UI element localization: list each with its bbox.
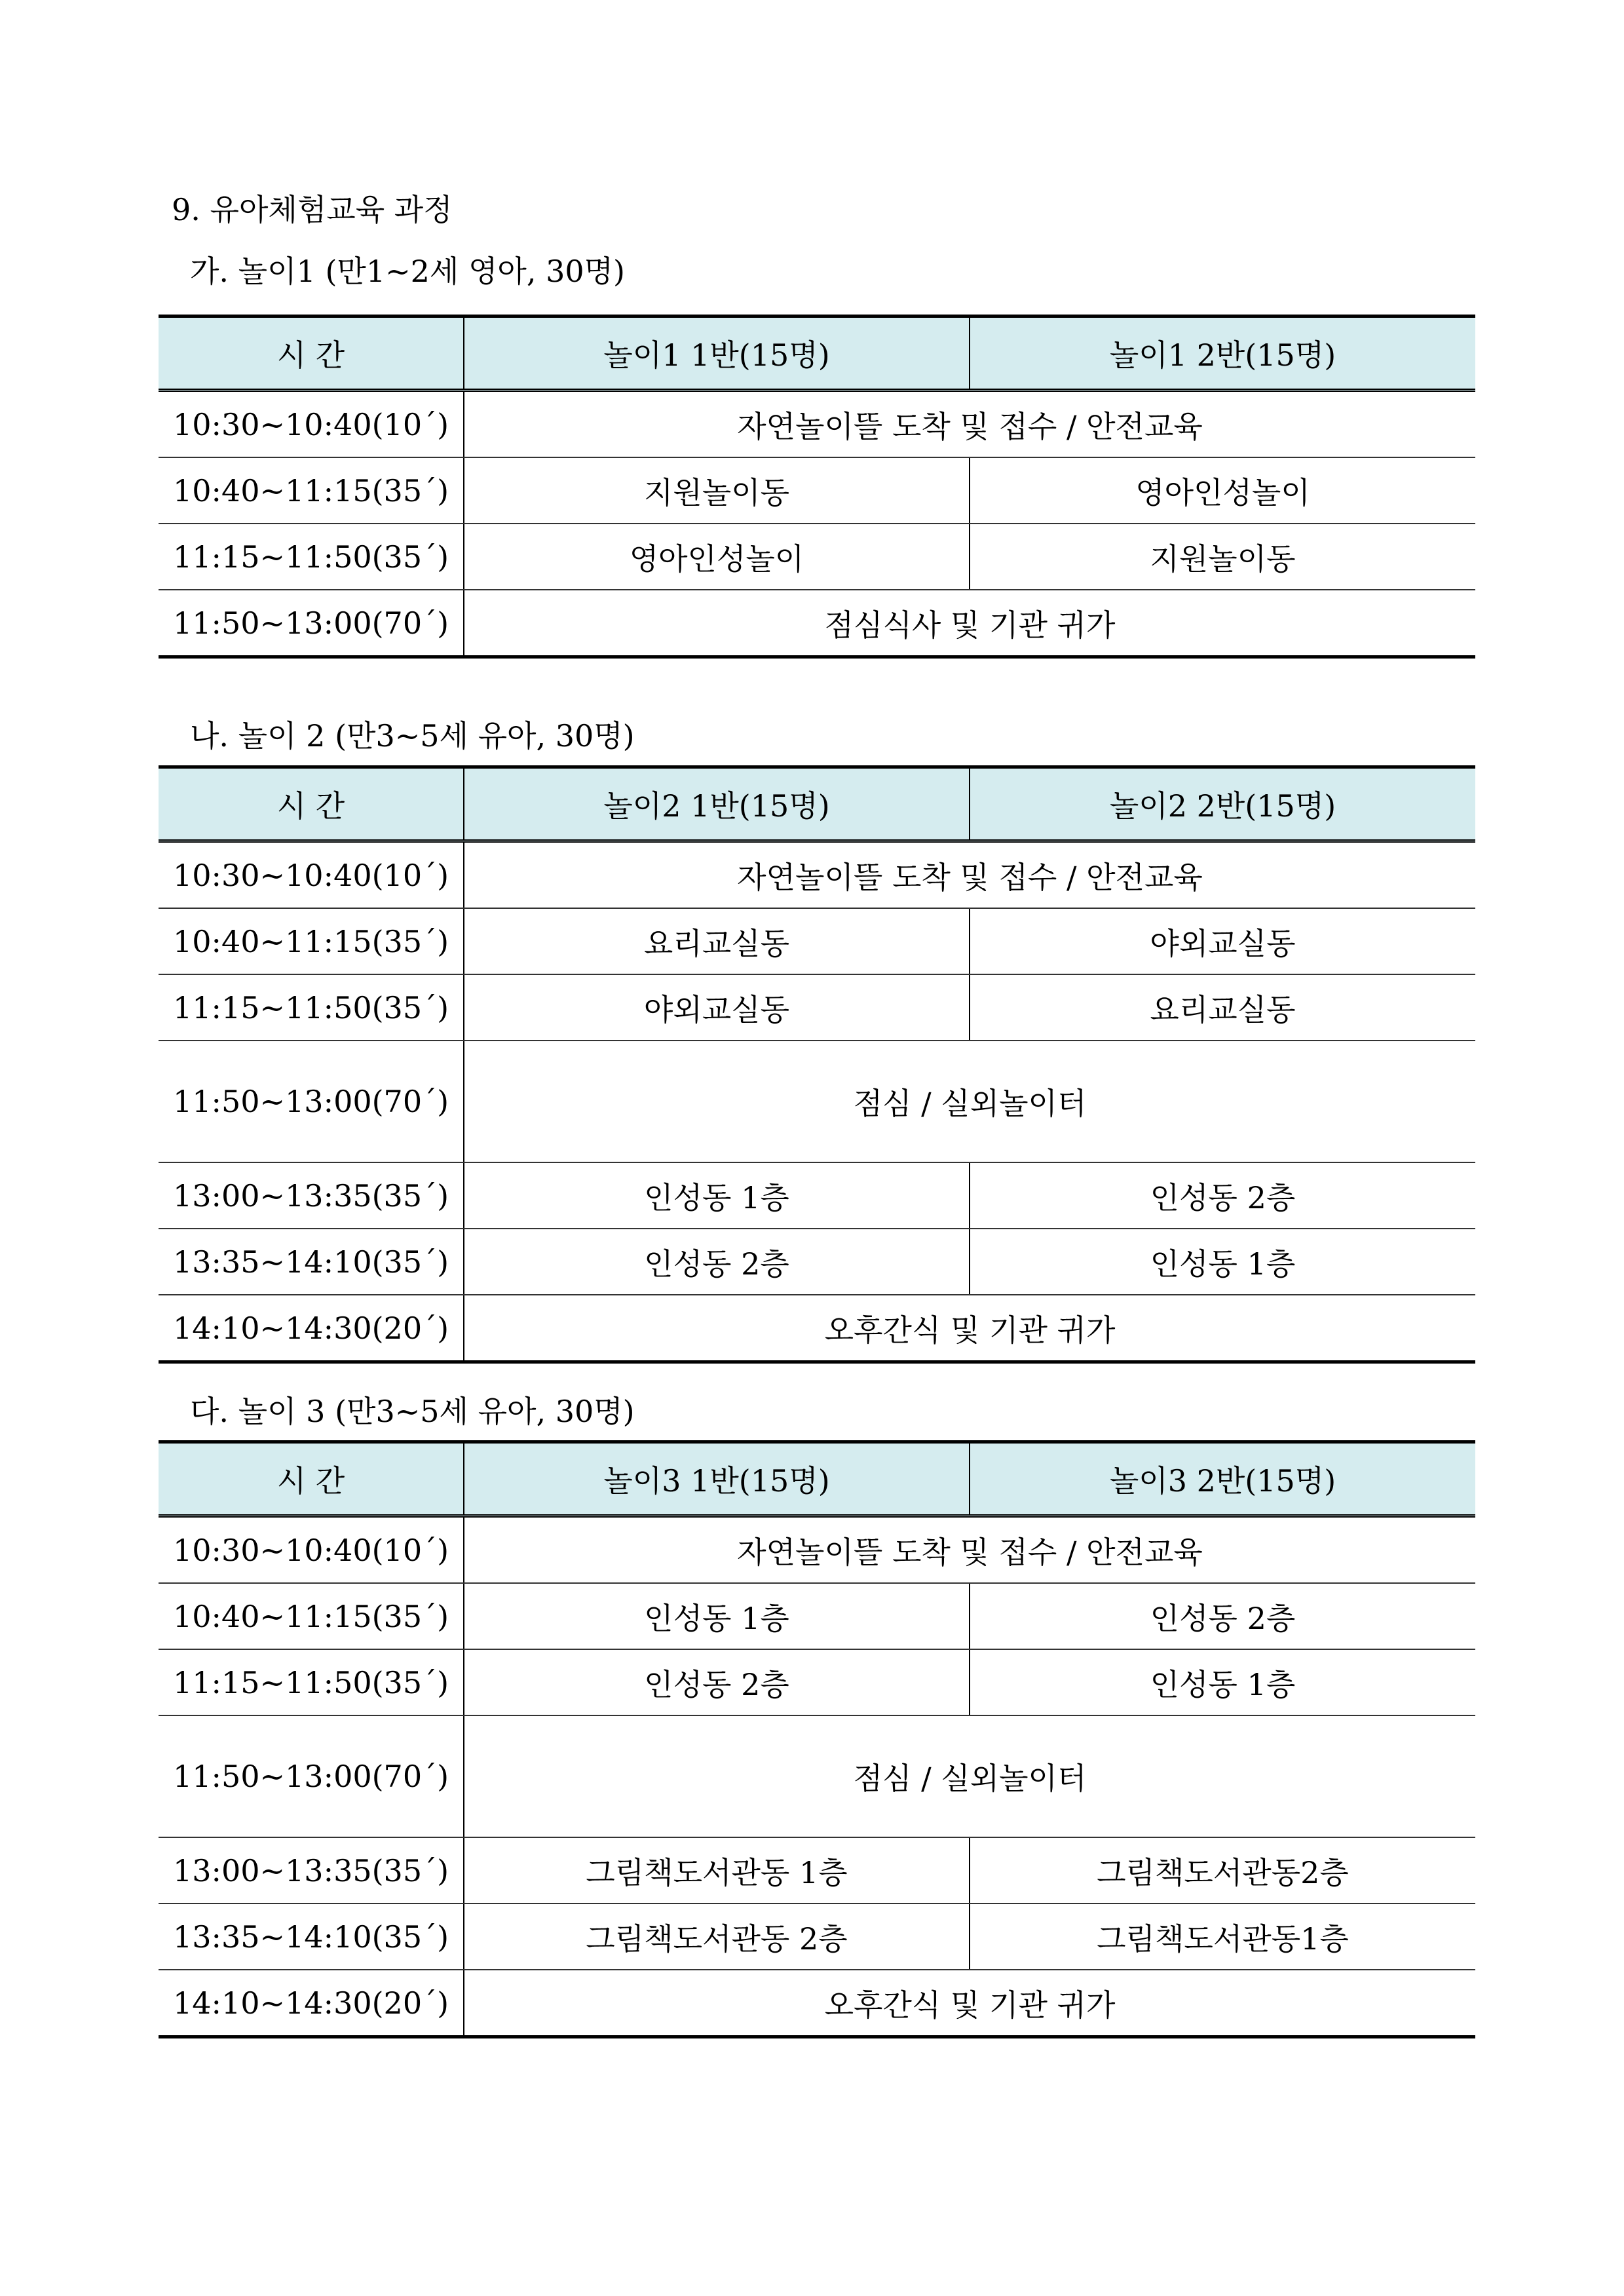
activity-cell-group-2: 인성동 1층 xyxy=(970,1229,1475,1295)
schedule-table-3 xyxy=(159,1440,1475,2038)
section-heading-2: 나. 놀이 2 (만3~5세 유아, 30명) xyxy=(190,718,635,754)
table-row xyxy=(159,1970,1475,2037)
time-cell: 11:50~13:00(70´) xyxy=(159,1715,464,1837)
table-row xyxy=(159,841,1475,909)
header-time: 시 간 xyxy=(159,767,464,841)
activity-cell-group-2: 인성동 2층 xyxy=(970,1583,1475,1649)
activity-cell-group-1: 야외교실동 xyxy=(464,974,970,1041)
table-row xyxy=(159,1162,1475,1229)
activity-cell-group-2: 야외교실동 xyxy=(970,908,1475,974)
time-cell: 11:50~13:00(70´) xyxy=(159,590,464,657)
time-cell: 10:40~11:15(35´) xyxy=(159,1583,464,1649)
table-row xyxy=(159,974,1475,1041)
table-row xyxy=(159,908,1475,974)
activity-cell-group-2: 영아인성놀이 xyxy=(970,457,1475,524)
time-cell: 10:40~11:15(35´) xyxy=(159,457,464,524)
activity-cell-group-1: 그림책도서관동 1층 xyxy=(464,1837,970,1904)
header-group-1: 놀이1 1반(15명) xyxy=(464,316,970,391)
table-row xyxy=(159,391,1475,458)
header-group-1: 놀이2 1반(15명) xyxy=(464,767,970,841)
activity-cell-merged: 자연놀이뜰 도착 및 접수 / 안전교육 xyxy=(464,391,1475,458)
activity-cell-merged: 오후간식 및 기관 귀가 xyxy=(464,1295,1475,1362)
activity-cell-group-1: 인성동 2층 xyxy=(464,1649,970,1715)
time-cell: 10:40~11:15(35´) xyxy=(159,908,464,974)
table-row xyxy=(159,590,1475,657)
activity-cell-group-1: 인성동 1층 xyxy=(464,1162,970,1229)
activity-cell-group-2: 그림책도서관동1층 xyxy=(970,1904,1475,1970)
activity-cell-group-2: 지원놀이동 xyxy=(970,524,1475,590)
time-cell: 13:00~13:35(35´) xyxy=(159,1162,464,1229)
time-cell: 11:15~11:50(35´) xyxy=(159,524,464,590)
header-group-1: 놀이3 1반(15명) xyxy=(464,1442,970,1516)
time-cell: 13:35~14:10(35´) xyxy=(159,1229,464,1295)
header-time: 시 간 xyxy=(159,316,464,391)
activity-cell-group-1: 지원놀이동 xyxy=(464,457,970,524)
time-cell: 11:15~11:50(35´) xyxy=(159,974,464,1041)
section-heading-1: 가. 놀이1 (만1~2세 영아, 30명) xyxy=(190,254,625,289)
activity-cell-merged: 오후간식 및 기관 귀가 xyxy=(464,1970,1475,2037)
time-cell: 11:15~11:50(35´) xyxy=(159,1649,464,1715)
activity-cell-group-1: 그림책도서관동 2층 xyxy=(464,1904,970,1970)
table-row xyxy=(159,1295,1475,1362)
time-cell: 10:30~10:40(10´) xyxy=(159,841,464,909)
activity-cell-merged: 점심 / 실외놀이터 xyxy=(464,1041,1475,1162)
activity-cell-merged: 점심 / 실외놀이터 xyxy=(464,1715,1475,1837)
table-row xyxy=(159,1904,1475,1970)
header-group-2: 놀이1 2반(15명) xyxy=(970,316,1475,391)
activity-cell-merged: 자연놀이뜰 도착 및 접수 / 안전교육 xyxy=(464,1516,1475,1584)
time-cell: 13:35~14:10(35´) xyxy=(159,1904,464,1970)
time-cell: 13:00~13:35(35´) xyxy=(159,1837,464,1904)
table-row xyxy=(159,524,1475,590)
table-row xyxy=(159,1516,1475,1584)
activity-cell-merged: 점심식사 및 기관 귀가 xyxy=(464,590,1475,657)
time-cell: 10:30~10:40(10´) xyxy=(159,391,464,458)
schedule-table-2 xyxy=(159,765,1475,1364)
header-group-2: 놀이3 2반(15명) xyxy=(970,1442,1475,1516)
time-cell: 14:10~14:30(20´) xyxy=(159,1295,464,1362)
activity-cell-group-2: 인성동 1층 xyxy=(970,1649,1475,1715)
activity-cell-group-2: 인성동 2층 xyxy=(970,1162,1475,1229)
table-row xyxy=(159,1837,1475,1904)
activity-cell-group-1: 인성동 1층 xyxy=(464,1583,970,1649)
time-cell: 14:10~14:30(20´) xyxy=(159,1970,464,2037)
activity-cell-merged: 자연놀이뜰 도착 및 접수 / 안전교육 xyxy=(464,841,1475,909)
table-header-row xyxy=(159,1442,1475,1516)
table-header-row xyxy=(159,316,1475,391)
table-row xyxy=(159,457,1475,524)
table-row xyxy=(159,1649,1475,1715)
page-title: 9. 유아체험교육 과정 xyxy=(172,192,453,227)
activity-cell-group-1: 영아인성놀이 xyxy=(464,524,970,590)
table-row xyxy=(159,1041,1475,1162)
activity-cell-group-1: 인성동 2층 xyxy=(464,1229,970,1295)
activity-cell-group-2: 그림책도서관동2층 xyxy=(970,1837,1475,1904)
header-time: 시 간 xyxy=(159,1442,464,1516)
time-cell: 10:30~10:40(10´) xyxy=(159,1516,464,1584)
table-row xyxy=(159,1715,1475,1837)
table-row xyxy=(159,1229,1475,1295)
section-heading-3: 다. 놀이 3 (만3~5세 유아, 30명) xyxy=(190,1394,635,1429)
time-cell: 11:50~13:00(70´) xyxy=(159,1041,464,1162)
activity-cell-group-1: 요리교실동 xyxy=(464,908,970,974)
table-header-row xyxy=(159,767,1475,841)
activity-cell-group-2: 요리교실동 xyxy=(970,974,1475,1041)
table-row xyxy=(159,1583,1475,1649)
schedule-table-1 xyxy=(159,315,1475,659)
header-group-2: 놀이2 2반(15명) xyxy=(970,767,1475,841)
